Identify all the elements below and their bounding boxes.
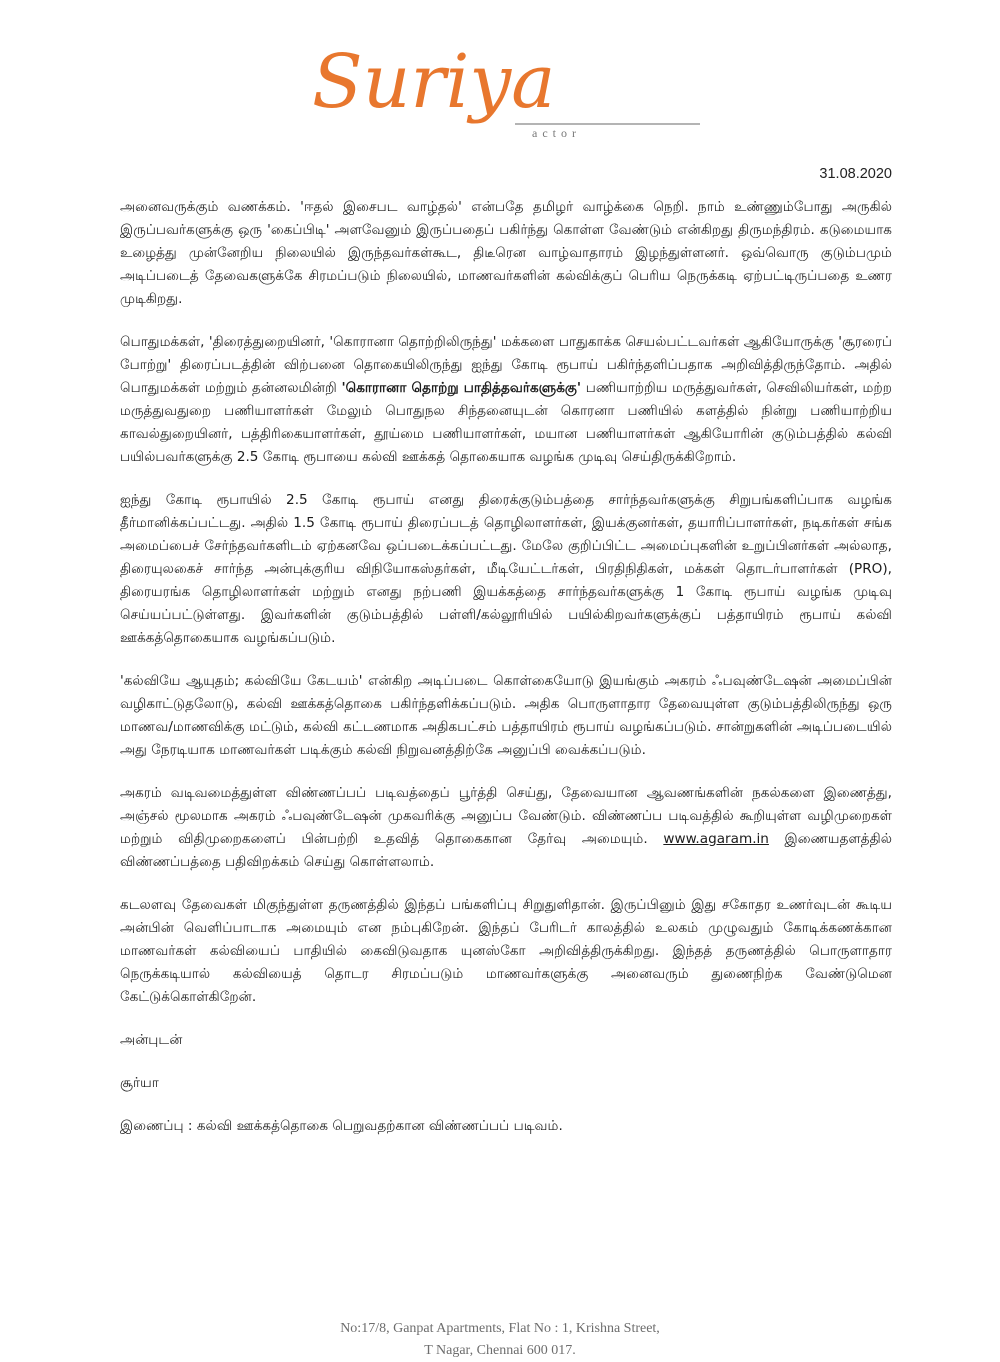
- emphasized-text: 'கொரானா தொற்று பாதித்தவர்களுக்கு': [341, 380, 582, 396]
- attachment-note: இணைப்பு : கல்வி ஊக்கத்தொகை பெறுவதற்கான விண்ணப்பப் படிவம்.: [120, 1118, 563, 1134]
- paragraph-application: [120, 782, 892, 874]
- footer-address: [0, 1318, 1000, 1362]
- paragraph-text: பணியாற்றிய மருத்துவர்கள், செவிலியர்கள், மற்ற மருத்துவதுறை பணியாளர்கள் மேலும் பொதுநல சிந்தனையுடன் கொரனா பணியில் களத்தில் நின்று பணியாற்றிய காவல்துறையினர், பத்திரிகையாளர்கள், தூய்மை பணியாளர்கள், மயான பணியாளர்கள் ஆகியோரின் குடும்பத்தில் கல்வி பயில்பவர்களுக்கு 2.5 கோடி ரூபாயை கல்வி ஊக்கத் தொகையாக வழங்க முடிவு செய்திருக்கிறோம்.: [120, 380, 892, 465]
- paragraph-text: இணையதளத்தில் விண்ணப்பத்தை பதிவிறக்கம் செய்து கொள்ளலாம்.: [120, 831, 892, 870]
- signature-name: சூர்யா: [120, 1075, 159, 1091]
- paragraph-text: அகரம் வடிவமைத்துள்ள விண்ணப்பப் படிவத்தைப் பூர்த்தி செய்து, தேவையான ஆவணங்களின் நகல்களை இணைத்து, அஞ்சல் மூலமாக அகரம் ஃபவுண்டேஷன் முகவரிக்கு அனுப்ப வேண்டும். விண்ணப்ப படிவத்தில் கூறியுள்ள வழிமுறைகள் மற்றும் விதிமுறைகளைப் பின்பற்றி உதவித் தொகைகான தேர்வு அமையும்.: [120, 785, 892, 847]
- agaram-website-link[interactable]: www.agaram.in: [663, 831, 769, 847]
- closing-salutation: அன்புடன்: [120, 1032, 183, 1048]
- address-line-1: No:17/8, Ganpat Apartments, Flat No : 1, Krishna Street,: [340, 1321, 660, 1336]
- logo-subtitle: actor: [532, 126, 581, 140]
- paragraph-greeting: அனைவருக்கும் வணக்கம். 'ஈதல் இசைபட வாழ்தல்' என்பதே தமிழர் வாழ்க்கை நெறி. நாம் உண்ணும்போது அருகில் இருப்பவர்களுக்கு ஒரு 'கைப்பிடி' அளவேனும் இருப்பதைப் பகிர்ந்து கொள்ள வேண்டும் என்கிறது திருமந்திரம். கடுமையாக உழைத்து முன்னேறிய நிலையில் இருந்தவர்கள்கூட, திடீரென வாழ்வாதாரம் இழந்துள்ளனர். ஒவ்வொரு குடும்பமும் அடிப்படைத் தேவைகளுக்கே சிரமப்படும் நிலையில், மாணவர்களின் கல்விக்குப் பெரிய நெருக்கடி ஏற்பட்டிருப்பதை உணர முடிகிறது.: [120, 199, 892, 307]
- paragraph-conclusion: கடலளவு தேவைகள் மிகுந்துள்ள தருணத்தில் இந்தப் பங்களிப்பு சிறுதுளிதான். இருப்பினும் இது சகோதர உணர்வுடன் கூடிய அன்பின் வெளிப்பாடாக அமையும் என நம்புகிறேன். இந்தப் பேரிடர் காலத்தில் உலகம் முழுவதும் கோடிக்கணக்கான மாணவர்கள் கல்வியைப் பாதியில் கைவிடுவதாக யுனஸ்கோ அறிவித்திருக்கிறது. இந்தத் தருணத்தில் பொருளாதார நெருக்கடியால் கல்வியைத் தொடர சிரமப்படும் மாணவர்களுக்கு அனைவரும் துணைநிற்க வேண்டுமென கேட்டுக்கொள்கிறேன்.: [120, 897, 892, 1005]
- logo-text: Suriya: [312, 39, 556, 125]
- letter-date: 31.08.2020: [819, 166, 892, 182]
- paragraph-agaram: 'கல்வியே ஆயுதம்; கல்வியே கேடயம்' என்கிற அடிப்படை கொள்கையோடு இயங்கும் அகரம் ஃபவுண்டேஷன் அமைப்பின் வழிகாட்டுதலோடு, கல்வி ஊக்கத்தொகை பகிர்ந்தளிக்கப்படும். அதிக பொருளாதார தேவையுள்ள குடும்பத்திலிருந்து ஒரு மாணவ/மாணவிக்கு மட்டும், கல்வி கட்டணமாக அதிகபட்சம் பத்தாயிரம் ரூபாய் வழங்கப்படும். சான்றுகளின் அடிப்படையில் அது நேரடியாக மாணவர்கள் படிக்கும் கல்வி நிறுவனத்திற்கே அனுப்பி வைக்கப்படும்.: [120, 673, 892, 758]
- suriya-logo: [300, 25, 720, 145]
- paragraph-film-family: ஐந்து கோடி ரூபாயில் 2.5 கோடி ரூபாய் எனது திரைக்குடும்பத்தை சார்ந்தவர்களுக்கு சிறுபங்களிப்பாக வழங்க தீர்மானிக்கப்பட்டது. அதில் 1.5 கோடி ரூபாய் திரைப்படத் தொழிலாளர்கள், இயக்குனர்கள், தயாரிப்பாளர்கள், நடிகர்கள் சங்க அமைப்பைச் சேர்ந்தவர்களிடம் ஏற்கனவே ஒப்படைக்கப்பட்டது. மேலே குறிப்பிட்ட அமைப்புகளின் உறுப்பினர்கள் அல்லாத, திரையுலகைச் சார்ந்த அன்புக்குரிய விநியோகஸ்தர்கள், மீடியேட்டர்கள், பிரதிநிதிகள், மக்கள் தொடர்பாளர்கள் (PRO), திரையரங்க தொழிலாளர்கள் மற்றும் எனது நற்பணி இயக்கத்தை சார்ந்தவர்களுக்கு 1 கோடி ரூபாய் வழங்க முடிவு செய்யப்பட்டுள்ளது. இவர்களின் குடும்பத்தில் பள்ளி/கல்லூரியில் பயில்கிறவர்களுக்குப் பத்தாயிரம் ரூபாய் கல்வி ஊக்கத்தொகையாக வழங்கப்படும்.: [120, 492, 892, 646]
- letterhead: [300, 25, 720, 145]
- paragraph-text: பொதுமக்கள், 'திரைத்துறையினர், 'கொரானா தொற்றிலிருந்து' மக்களை பாதுகாக்க செயல்பட்டவர்கள் ஆகியோருக்கு 'சூரரைப் போற்று' திரைப்படத்தின் விற்பனை தொகையிலிருந்து ஐந்து கோடி ரூபாய் பகிர்ந்தளிப்பதாக அறிவித்திருந்தோம். அதில் பொதுமக்கள் மற்றும் தன்னலமின்றி: [120, 334, 892, 396]
- paragraph-announcement: [120, 331, 892, 469]
- letter-body: [120, 196, 892, 1138]
- address-line-2: T Nagar, Chennai 600 017.: [424, 1343, 576, 1358]
